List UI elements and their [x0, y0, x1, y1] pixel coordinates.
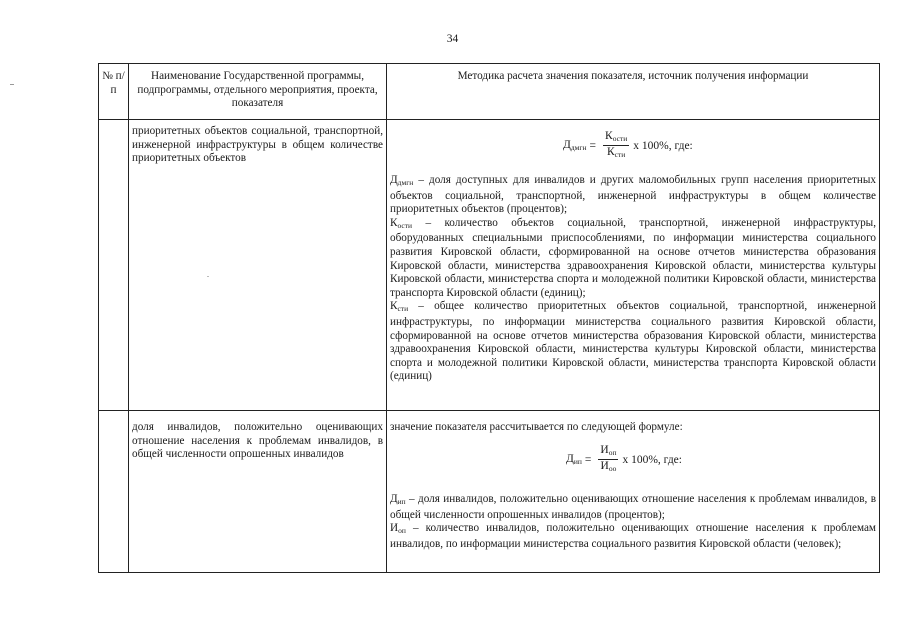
row1-indicator-name: приоритетных объектов социальной, транспортной, инженерной инфраструктуры в общем количестве приоритетных объектов [132, 125, 383, 165]
definition-item: $К_{ости}$ – количество объектов социальной, транспортной, инженерной инфраструктуры, оборудованных специальными приспособлениями, по информации министерства социального развития Кировской области, сформированной на основе отчетов министерства образования Кировской области, министерства здравоохранения Кировской области, министерства культуры Кировской области, министерства спорта и молодежной политики Кировской области, министерства транспорта Кировской области (единиц); [390, 216, 876, 299]
row2-indicator-name: доля инвалидов, положительно оценивающих отношение населения к проблемам инвалидов, в общей численности опрошенных инвалидов [132, 421, 383, 461]
row1-definitions [390, 174, 876, 384]
scan-mark [10, 84, 14, 85]
definition-item: $И_{оп}$ – количество инвалидов, положительно оценивающих отношение населения к проблемам инвалидов, по информации министерства социального развития Кировской области (человек); [390, 522, 876, 550]
row1-formula-lhs: $Д_{дмгн}$ [563, 139, 587, 152]
table-border-right [879, 63, 880, 573]
row-separator [98, 410, 880, 411]
row2-formula-numerator: $И_{оп}$ [598, 444, 618, 460]
definition-item: $Д_{ип}$ – доля инвалидов, положительно оценивающих отношение населения к проблемам инвалидов, в общей численности опрошенных инвалидов (процентов); [390, 493, 876, 521]
header-num: № п/п [102, 70, 125, 96]
page-number: 34 [446, 33, 459, 45]
col-separator-1 [128, 63, 129, 573]
row2-definitions [390, 493, 876, 551]
definition-item: $Д_{дмгн}$ – доля доступных для инвалидов и других маломобильных групп населения приоритетных объектов социальной, транспортной, инженерной инфраструктуры в общем количестве приоритетных объектов (процентов); [390, 174, 876, 216]
table-border-top [98, 63, 880, 64]
definition-item: $К_{сти}$ – общее количество приоритетных объектов социальной, транспортной, инженерной инфраструктуры, по информации министерства социального развития Кировской области, сформированной на основе отчетов министерства образования Кировской области, министерства здравоохранения Кировской области, министерства культуры Кировской области, министерства спорта и молодежной политики Кировской области, министерства транспорта Кировской области (единиц) [390, 300, 876, 383]
row2-formula-fraction [598, 444, 618, 475]
row1-formula-fraction [603, 130, 629, 161]
row1-formula-denominator: $К_{сти}$ [606, 146, 626, 159]
header-method: Методика расчета значения показателя, источник получения информации [457, 70, 809, 82]
row2-formula-intro: значение показателя рассчитывается по следующей формуле: [390, 421, 683, 433]
row1-formula-numerator: $К_{ости}$ [603, 130, 629, 146]
row2-formula: $Д_{ип}$ = $\frac{И_{оп}}{И_{оо}}$ х 100%, где: [566, 444, 682, 473]
row2-formula-denominator: $И_{оо}$ [600, 460, 617, 473]
row2-formula-tail: х 100%, где: [622, 453, 682, 466]
table-border-left [98, 63, 99, 573]
header-separator [98, 119, 880, 120]
header-name: Наименование Государственной программы, подпрограммы, отдельного мероприятия, проекта, показателя [137, 70, 378, 110]
indicator-table [98, 63, 880, 573]
table-border-bottom [98, 572, 880, 573]
col-separator-2 [386, 63, 387, 573]
row2-formula-lhs: $Д_{ип}$ [566, 453, 582, 466]
row1-formula: $Д_{дмгн}$ = $\frac{К_{ости}}{К_{сти}}$ х 100%, где: [563, 130, 693, 159]
row1-formula-tail: х 100%, где: [633, 139, 693, 152]
